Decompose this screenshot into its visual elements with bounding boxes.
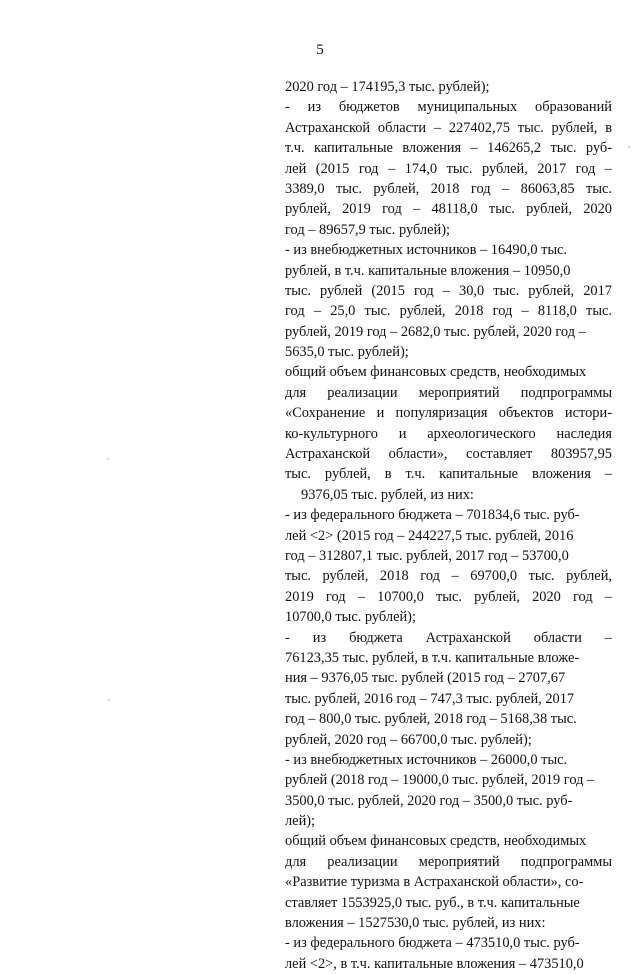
text-line: ко-культурного и археологического наследия [285,425,612,442]
text-line: лей <2>, в т.ч. капитальные вложения – 473510,0 [285,955,584,972]
text-line: 2020 год – 174195,3 тыс. рублей); [285,79,490,95]
text-line: Астраханской области – 227402,75 тыс. рублей, в [285,119,612,136]
scan-speck [108,699,110,701]
page-number: 5 [316,42,324,58]
text-line: лей <2> (2015 год – 244227,5 тыс. рублей, 2016 [285,527,574,544]
text-line: - из бюджетов муниципальных образований [285,99,612,116]
text-line: для реализации мероприятий подпрограммы [285,853,612,870]
text-line: 3389,0 тыс. рублей, 2018 год – 86063,85 тыс. [285,180,612,197]
text-line: - из внебюджетных источников – 26000,0 тыс. [285,751,568,768]
scan-speck [107,458,109,460]
text-line: 76123,35 тыс. рублей, в т.ч. капитальные вложе- [285,649,580,666]
text-line: Астраханской области», составляет 803957,95 [285,446,612,463]
text-line: ставляет 1553925,0 тыс. руб., в т.ч. капитальные [285,894,580,911]
text-line: рублей, 2019 год – 48118,0 тыс. рублей, 2020 [285,201,612,218]
text-line: т.ч. капитальные вложения – 146265,2 тыс. руб- [285,140,612,157]
text-column [285,77,612,974]
text-line: общий объем финансовых средств, необходимых [285,833,587,850]
text-line: вложения – 1527530,0 тыс. рублей, из них: [285,915,546,932]
text-line: год – 800,0 тыс. рублей, 2018 год – 5168,38 тыс. [285,711,577,728]
text-line: «Сохранение и популяризация объектов истори- [285,405,612,422]
text-line: - из внебюджетных источников – 16490,0 тыс. [285,242,568,259]
text-line: год – 89657,9 тыс. рублей); [285,221,450,238]
text-line: 9376,05 тыс. рублей, из них: [301,486,474,503]
text-line: 2019 год – 10700,0 тыс. рублей, 2020 год – [285,588,612,605]
text-line: год – 25,0 тыс. рублей, 2018 год – 8118,0 тыс. [285,303,612,320]
text-line: ния – 9376,05 тыс. рублей (2015 год – 2707,67 [285,670,566,687]
text-line: рублей, в т.ч. капитальные вложения – 10950,0 [285,262,571,279]
scan-speck [628,146,630,148]
text-line: тыс. рублей, 2016 год – 747,3 тыс. рублей, 2017 [285,690,575,707]
text-line: тыс. рублей, в т.ч. капитальные вложения – [285,466,612,483]
text-line: «Развитие туризма в Астраханской области», со- [285,874,584,891]
text-line: - из бюджета Астраханской области – [285,629,612,646]
text-line: - из федерального бюджета – 473510,0 тыс. руб- [285,935,580,952]
text-line: 3500,0 тыс. рублей, 2020 год – 3500,0 тыс. руб- [285,792,573,809]
text-line: 10700,0 тыс. рублей); [285,609,416,626]
text-line: тыс. рублей (2015 год – 30,0 тыс. рублей, 2017 [285,282,612,299]
text-line: рублей, 2020 год – 66700,0 тыс. рублей); [285,731,532,748]
text-line: 5635,0 тыс. рублей); [285,344,409,361]
text-line: год – 312807,1 тыс. рублей, 2017 год – 53700,0 [285,547,569,564]
text-line: для реализации мероприятий подпрограммы [285,384,612,401]
text-line: лей); [285,813,316,830]
text-line: рублей, 2019 год – 2682,0 тыс. рублей, 2020 год – [285,323,586,340]
text-line: тыс. рублей, 2018 год – 69700,0 тыс. рублей, [285,568,612,585]
text-line: лей (2015 год – 174,0 тыс. рублей, 2017 год – [285,160,612,177]
text-line: общий объем финансовых средств, необходимых [285,364,587,381]
text-line: рублей (2018 год – 19000,0 тыс. рублей, 2019 год – [285,772,595,789]
text-line: - из федерального бюджета – 701834,6 тыс. руб- [285,507,580,524]
